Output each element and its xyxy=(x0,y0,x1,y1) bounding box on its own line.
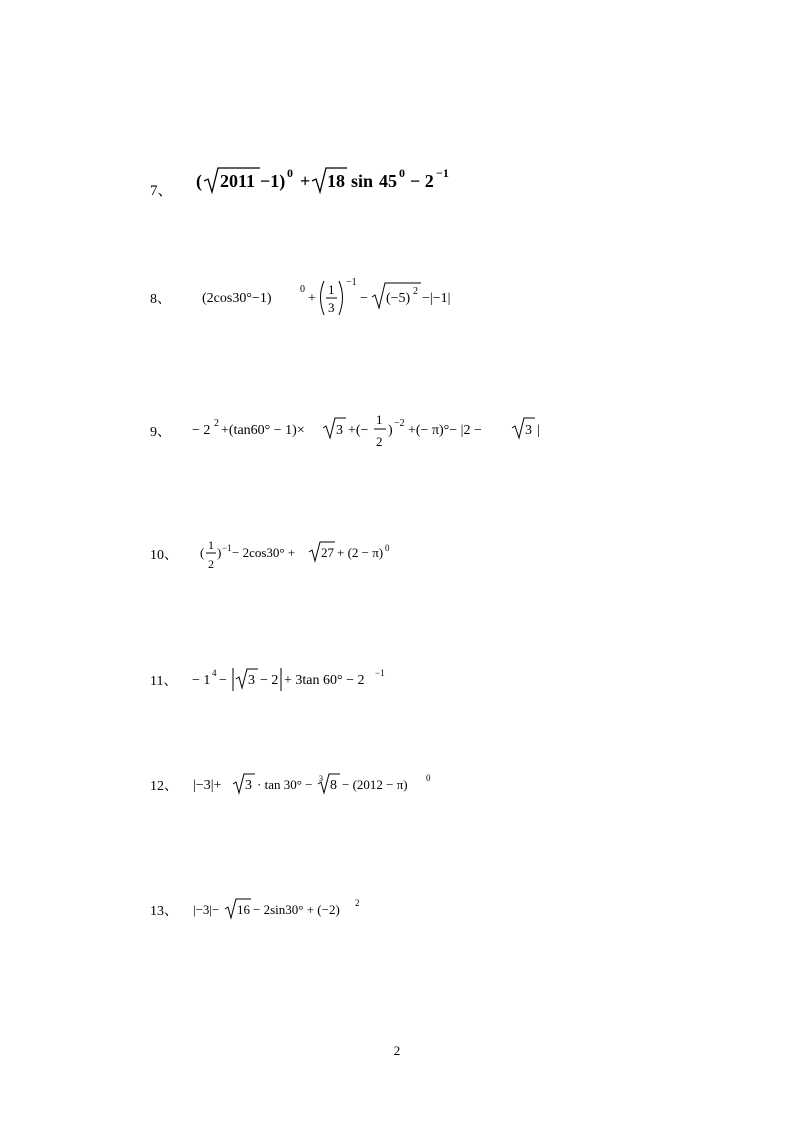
svg-text:sin: sin xyxy=(351,171,374,191)
svg-text:): ) xyxy=(217,545,222,560)
svg-text:+: + xyxy=(308,291,316,306)
svg-text:+ 3tan 60° − 2: + 3tan 60° − 2 xyxy=(284,673,365,688)
problem-number: 10、 xyxy=(150,548,178,563)
svg-text:2: 2 xyxy=(355,898,360,908)
svg-text:|−3|−: |−3|− xyxy=(193,902,220,917)
svg-text:2011: 2011 xyxy=(220,171,256,191)
svg-text:2: 2 xyxy=(413,286,418,297)
svg-text:· tan 30° −: · tan 30° − xyxy=(257,777,313,792)
svg-text:3: 3 xyxy=(245,778,252,793)
svg-text:0: 0 xyxy=(399,166,405,180)
svg-text:18: 18 xyxy=(327,171,345,191)
svg-text:−1: −1 xyxy=(436,166,449,180)
svg-text:): ) xyxy=(388,423,393,438)
svg-text:16: 16 xyxy=(237,902,250,917)
problem-expression xyxy=(196,165,456,199)
svg-text:27: 27 xyxy=(321,545,334,560)
svg-text:+ (2 − π): + (2 − π) xyxy=(337,545,384,560)
svg-text:1: 1 xyxy=(376,412,383,427)
problem-number: 11、 xyxy=(150,674,178,689)
svg-text:−1: −1 xyxy=(222,543,232,553)
svg-text:1: 1 xyxy=(208,538,214,552)
svg-text:8: 8 xyxy=(330,778,337,793)
svg-text:(−5): (−5) xyxy=(386,291,411,306)
math-expression-8 xyxy=(202,277,451,319)
problem-number: 13、 xyxy=(150,904,178,919)
math-expression-13 xyxy=(193,895,393,925)
svg-text:− 2: − 2 xyxy=(410,171,434,191)
svg-text:|: | xyxy=(537,423,540,438)
svg-text:(2cos30°−1): (2cos30°−1) xyxy=(202,291,272,306)
problem-number: 9、 xyxy=(150,425,171,440)
svg-text:3: 3 xyxy=(336,423,343,438)
svg-text:− 1: − 1 xyxy=(192,673,211,688)
problem-number: 12、 xyxy=(150,779,178,794)
svg-text:− 2: − 2 xyxy=(192,423,211,438)
svg-text:3: 3 xyxy=(319,774,323,783)
svg-text:−: − xyxy=(360,291,368,306)
problem-expression xyxy=(202,277,451,319)
svg-text:−1: −1 xyxy=(346,277,357,288)
problem-expression xyxy=(200,537,400,575)
svg-text:3: 3 xyxy=(525,423,532,438)
svg-text:(: ( xyxy=(196,171,202,191)
svg-text:−: − xyxy=(219,673,227,688)
svg-text:− 2cos30° +: − 2cos30° + xyxy=(232,545,296,560)
svg-text:−1): −1) xyxy=(260,171,286,191)
math-expression-11 xyxy=(192,665,402,695)
problem-number: 7、 xyxy=(150,183,173,199)
math-expression-12 xyxy=(193,770,443,800)
svg-text:3: 3 xyxy=(328,300,335,315)
problem-expression xyxy=(192,412,542,452)
svg-text:− (2012 − π): − (2012 − π) xyxy=(342,777,408,792)
math-expression-7 xyxy=(196,165,456,199)
svg-text:4: 4 xyxy=(212,668,217,678)
svg-text:3: 3 xyxy=(248,673,255,688)
svg-text:−2: −2 xyxy=(394,418,405,429)
svg-text:1: 1 xyxy=(328,282,335,297)
math-expression-10 xyxy=(200,537,400,575)
svg-text:2: 2 xyxy=(208,557,214,571)
svg-text:2: 2 xyxy=(214,418,219,429)
svg-text:− 2sin30° + (−2): − 2sin30° + (−2) xyxy=(253,902,340,917)
svg-text:+(− π)°− |2 −: +(− π)°− |2 − xyxy=(408,423,482,438)
problem-expression xyxy=(192,665,402,695)
svg-text:0: 0 xyxy=(300,284,305,295)
svg-text:+(−: +(− xyxy=(348,423,369,438)
svg-text:0: 0 xyxy=(385,543,390,553)
problem-expression xyxy=(193,770,443,800)
svg-text:45: 45 xyxy=(379,171,397,191)
svg-text:(: ( xyxy=(200,545,205,560)
svg-text:|−3|+: |−3|+ xyxy=(193,778,222,793)
problem-number: 8、 xyxy=(150,292,171,307)
problem-expression xyxy=(193,895,393,925)
svg-text:+: + xyxy=(300,171,311,191)
math-expression-9 xyxy=(192,412,542,452)
svg-text:− 2: − 2 xyxy=(260,673,279,688)
svg-text:+(tan60° − 1)×: +(tan60° − 1)× xyxy=(221,423,305,438)
svg-text:0: 0 xyxy=(426,773,431,783)
svg-text:0: 0 xyxy=(287,166,293,180)
svg-text:2: 2 xyxy=(376,434,383,449)
page-number: 2 xyxy=(393,1043,401,1058)
svg-text:−1: −1 xyxy=(375,668,385,678)
svg-text:−|−1|: −|−1| xyxy=(422,291,451,306)
